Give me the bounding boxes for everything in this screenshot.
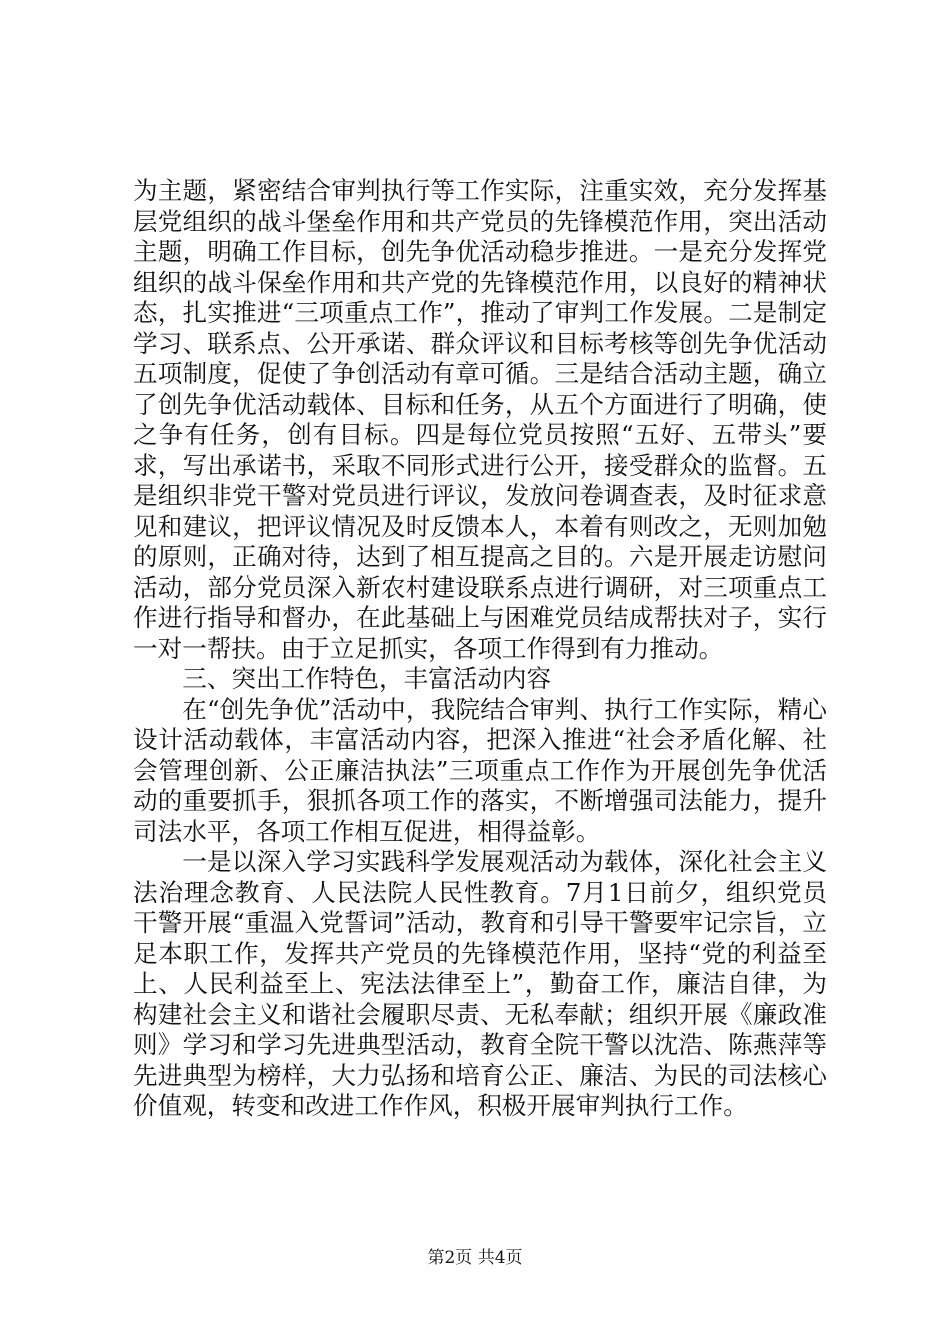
page-footer: 第2页 共4页 bbox=[427, 1248, 523, 1268]
section-heading-3: 三、突出工作特色，丰富活动内容 bbox=[182, 664, 552, 693]
paragraph-continuation: 为主题，紧密结合审判执行等工作实际，注重实效，充分发挥基层党组织的战斗堡垒作用和共产党员的先锋模范作用，突出活动主题，明确工作目标，创先争优活动稳步推进。一是充分发挥党组织的战斗保垒作用和共产党的先锋模范作用，以良好的精神状态，扎实推进“三项重点工作”，推动了审判工作发展。二是制定学习、联系点、公开承诺、群众评议和目标考核等创先争优活动五项制度，促使了争创活动有章可循。三是结合活动主题，确立了创先争优活动载体、目标和任务，从五个方面进行了明确，使之争有任务，创有目标。四是每位党员按照“五好、五带头”要求，写出承诺书，采取不同形式进行公开，接受群众的监督。五是组织非党干警对党员进行评议，发放问卷调查表，及时征求意见和建议，把评议情况及时反馈本人，本着有则改之，无则加勉的原则，正确对待，达到了相互提高之目的。六是开展走访慰问活动，部分党员深入新农村建设联系点进行调研，对三项重点工作进行指导和督办，在此基础上与困难党员结成帮扶对子，实行一对一帮扶。由于立足抓实，各项工作得到有力推动。 bbox=[133, 176, 827, 663]
paragraph-education-activities: 一是以深入学习实践科学发展观活动为载体，深化社会主义法治理念教育、人民法院人民性教育。7月1日前夕，组织党员干警开展“重温入党誓词”活动，教育和引导干警要牢记宗旨，立足本职工作，发挥共产党员的先锋模范作用，坚持“党的利益至上、人民利益至上、宪法法律至上”，勤奋工作，廉洁自律，为构建社会主义和谐社会履职尽责、无私奉献；组织开展《廉政准则》学习和学习先进典型活动，教育全院干警以沈浩、陈燕萍等先进典型为榜样，大力弘扬和培育公正、廉洁、为民的司法核心价值观，转变和改进工作作风，积极开展审判执行工作。 bbox=[133, 847, 827, 1120]
paragraph-activity-overview: 在“创先争优”活动中，我院结合审判、执行工作实际，精心设计活动载体，丰富活动内容，把深入推进“社会矛盾化解、社会管理创新、公正廉洁执法”三项重点工作作为开展创先争优活动的重要抓手，狠抓各项工作的落实，不断增强司法能力，提升司法水平，各项工作相互促进，相得益彰。 bbox=[133, 694, 827, 846]
document-body bbox=[133, 176, 827, 1122]
